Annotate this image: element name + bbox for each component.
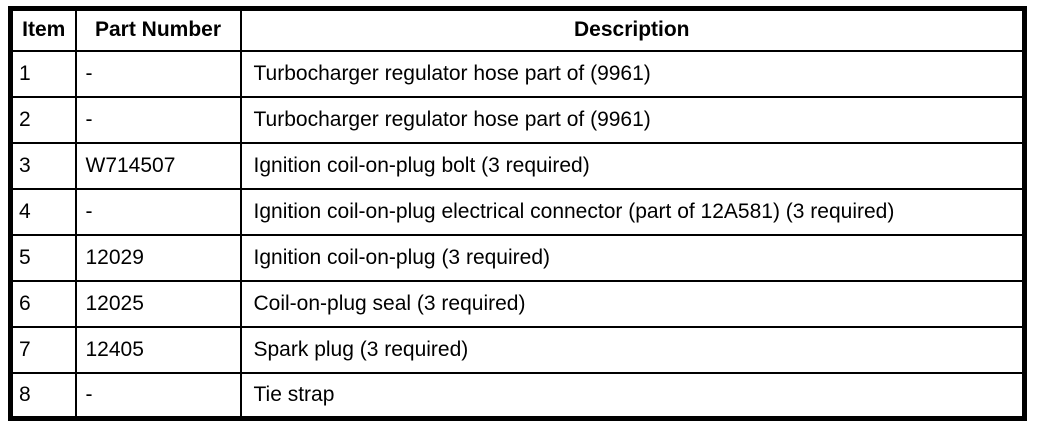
cell-description: Tie strap [241,373,1025,419]
cell-description: Turbocharger regulator hose part of (9961) [241,97,1025,143]
table-row [11,189,1025,235]
table-row [11,235,1025,281]
parts-table [8,6,1027,421]
cell-description: Ignition coil-on-plug electrical connector (part of 12A581) (3 required) [241,189,1025,235]
cell-part-number: - [76,373,241,419]
table-row [11,327,1025,373]
cell-item: 8 [11,373,76,419]
table-row [11,97,1025,143]
cell-item: 6 [11,281,76,327]
cell-part-number: - [76,189,241,235]
table-header-row [11,9,1025,51]
cell-description: Coil-on-plug seal (3 required) [241,281,1025,327]
column-header-item: Item [11,9,76,51]
cell-part-number: - [76,51,241,97]
cell-part-number: 12025 [76,281,241,327]
table-row [11,51,1025,97]
cell-item: 2 [11,97,76,143]
cell-item: 3 [11,143,76,189]
cell-description: Spark plug (3 required) [241,327,1025,373]
cell-item: 7 [11,327,76,373]
cell-item: 4 [11,189,76,235]
cell-item: 5 [11,235,76,281]
table-row [11,281,1025,327]
column-header-description: Description [241,9,1025,51]
cell-description: Turbocharger regulator hose part of (9961) [241,51,1025,97]
cell-part-number: - [76,97,241,143]
cell-description: Ignition coil-on-plug bolt (3 required) [241,143,1025,189]
column-header-part-number: Part Number [76,9,241,51]
cell-part-number: 12029 [76,235,241,281]
cell-item: 1 [11,51,76,97]
cell-part-number: 12405 [76,327,241,373]
cell-part-number: W714507 [76,143,241,189]
table-row [11,143,1025,189]
cell-description: Ignition coil-on-plug (3 required) [241,235,1025,281]
table-row [11,373,1025,419]
